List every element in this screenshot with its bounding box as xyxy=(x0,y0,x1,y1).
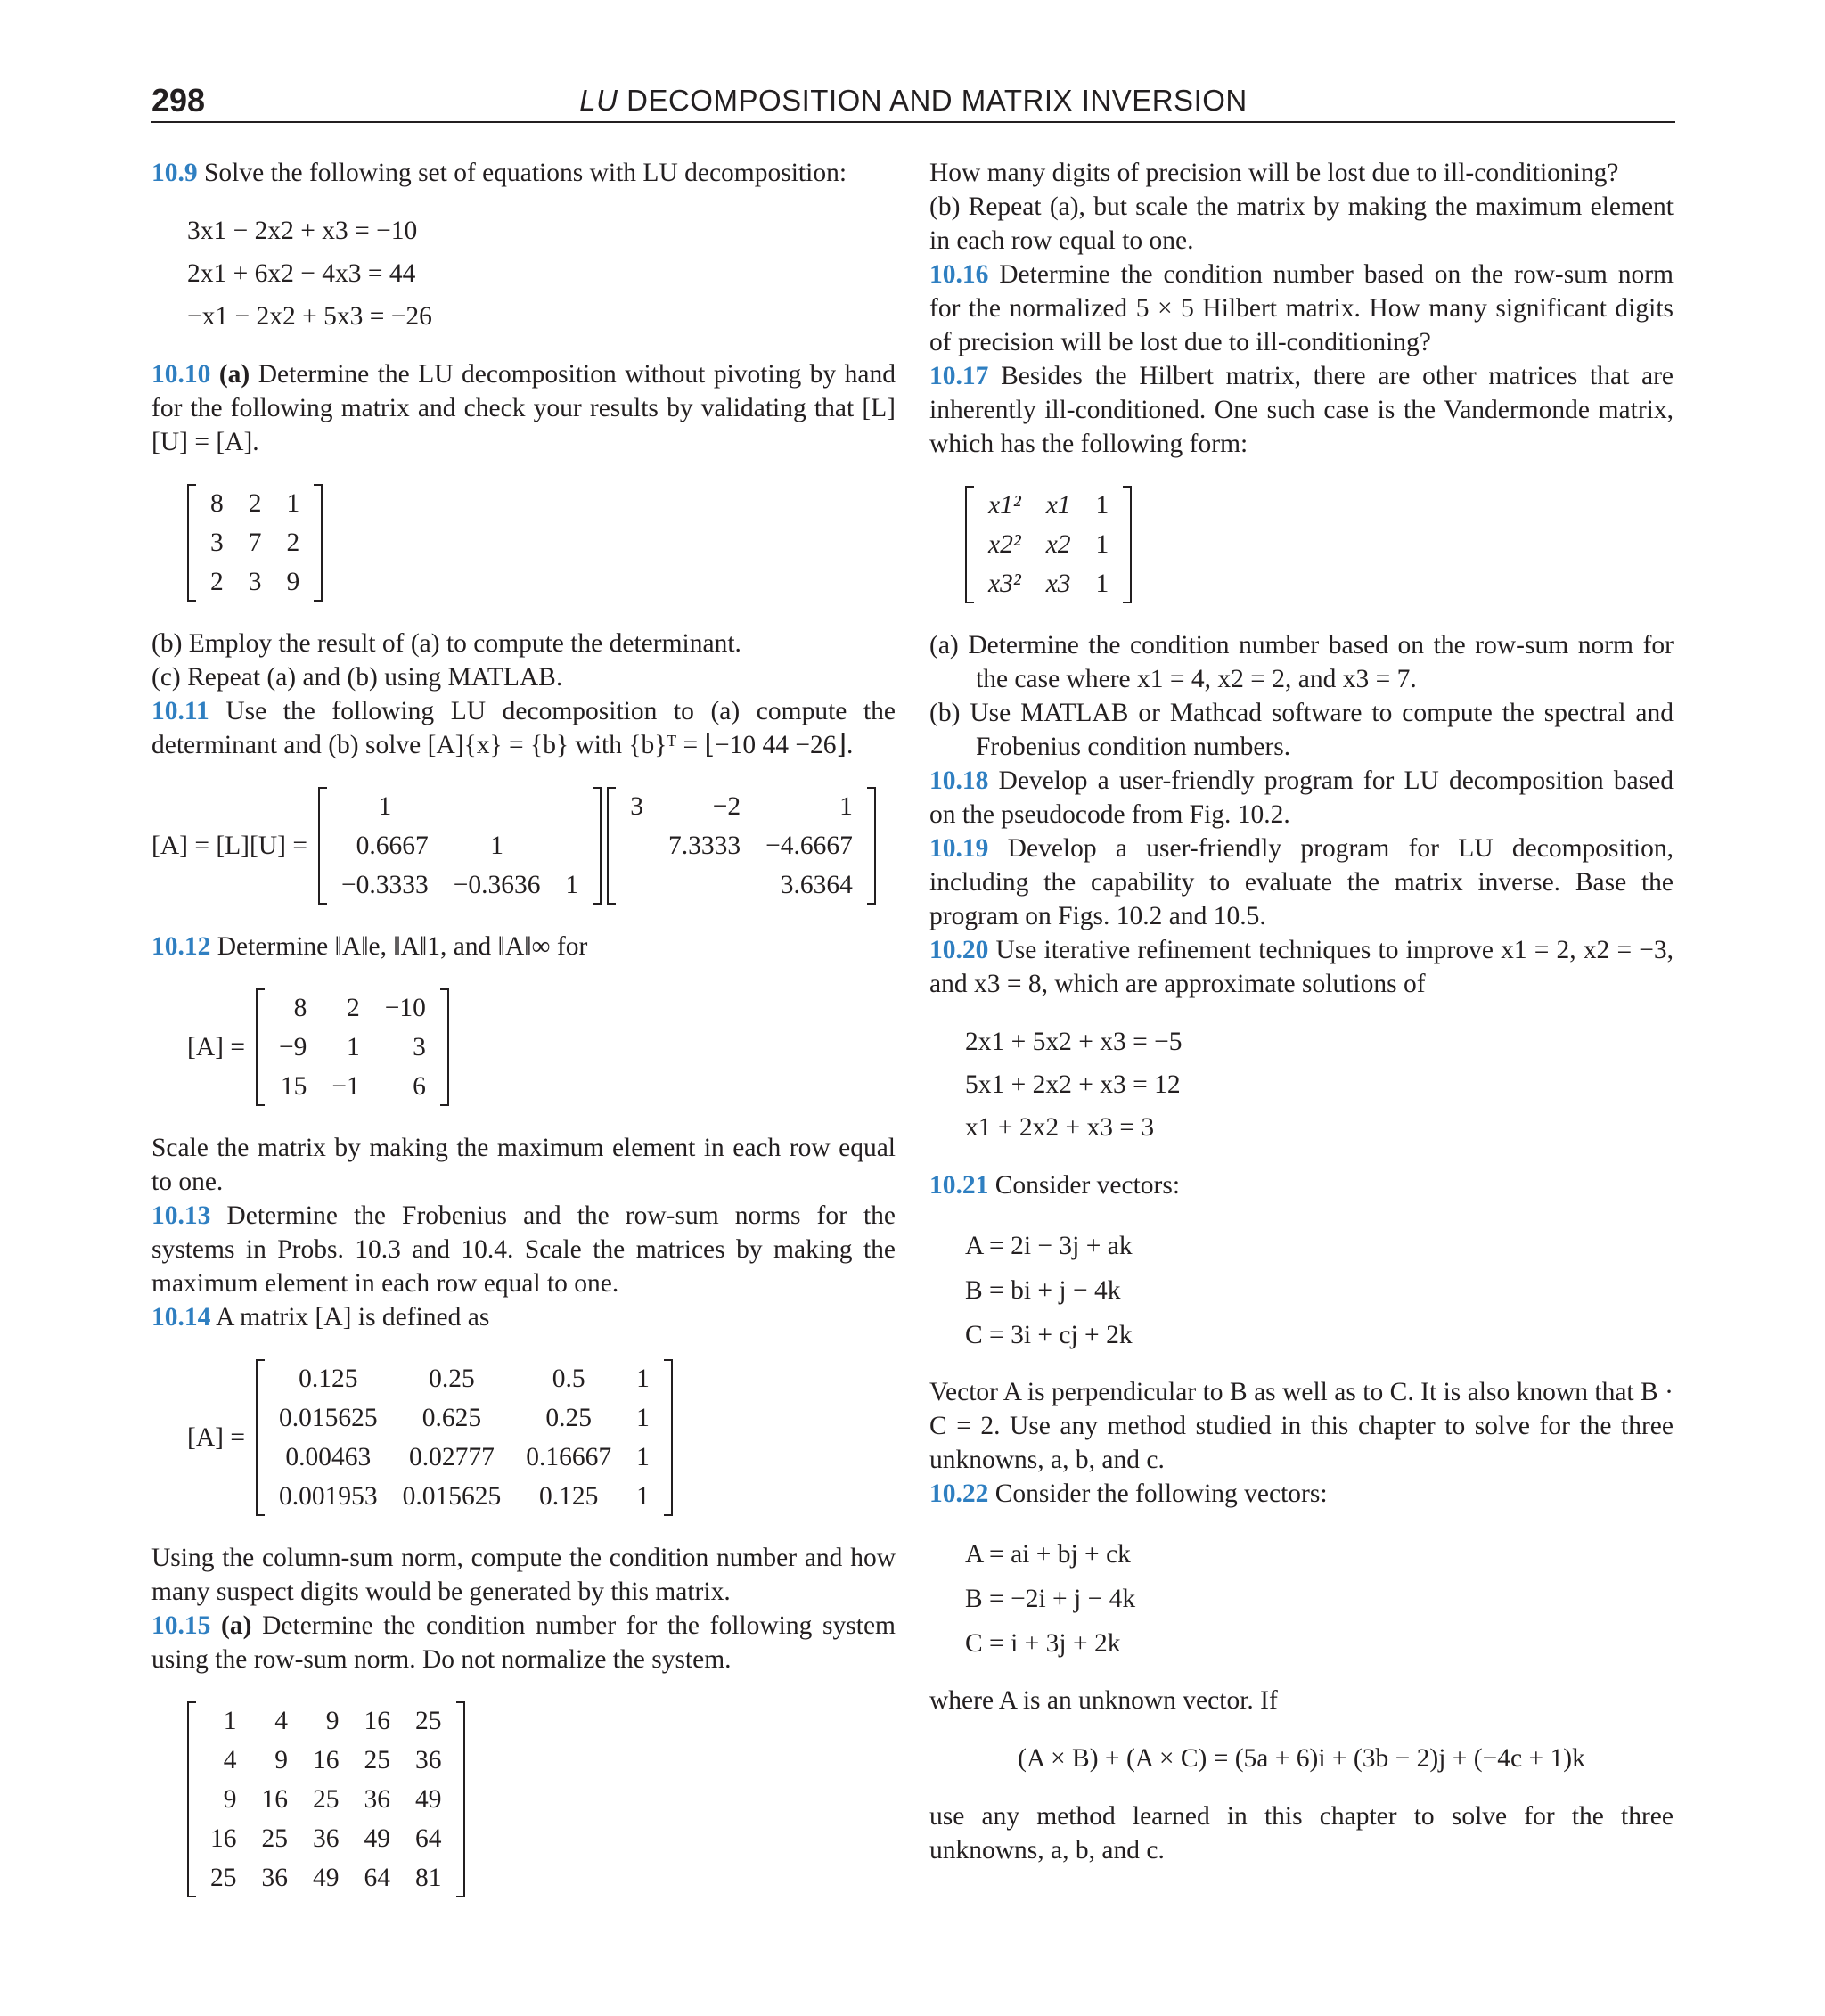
vectors-10-21 xyxy=(965,1222,1674,1356)
matrix-cell: 25 xyxy=(364,1746,390,1774)
matrix-cell: 81 xyxy=(415,1864,442,1892)
vector-equation: B = bi + j − 4k xyxy=(965,1276,1121,1305)
problem-text: Use the following LU decomposition to (a) compute the determinant and (b) solve [A]{x} = {b} with {b}ᵀ = ⌊−10 44 −26⌋. xyxy=(151,697,896,759)
problem-10-14-b: Using the column-sum norm, compute the condition number and how many suspect digits would be generated by this matrix. xyxy=(151,1544,896,1606)
matrix-cell xyxy=(656,865,753,905)
matrix-cell: 1 xyxy=(223,1707,237,1735)
problem-text: Consider vectors: xyxy=(988,1171,1181,1200)
matrix-cell: 2 xyxy=(347,994,360,1022)
matrix-10-12 xyxy=(187,988,896,1106)
problem-text: Use iterative refinement techniques to improve x1 = 2, x2 = −3, and x3 = 8, which are approximate solutions of xyxy=(929,936,1674,998)
problem-10-17-a: (a) Determine the condition number based on the row-sum norm for the case where x1 = 4, x2 = 2, and x3 = 7. xyxy=(929,631,1674,693)
equation: 2x1 + 6x2 − 4x3 = 44 xyxy=(187,259,416,288)
matrix-cell: −9 xyxy=(278,1033,307,1061)
problem-number: 10.18 xyxy=(929,766,989,795)
problem-number: 10.10 xyxy=(151,360,211,389)
equation: 2x1 + 5x2 + x3 = −5 xyxy=(965,1028,1183,1056)
matrix-cell: 1 xyxy=(1095,491,1109,520)
problem-text: Determine the Frobenius and the row-sum norms for the systems in Probs. 10.3 and 10.4. Scale the matrices by making the maximum element in each row equal to one. xyxy=(151,1201,896,1298)
problem-10-9 xyxy=(151,156,896,190)
problem-text: Determine the condition number for the following system using the row-sum norm. Do not normalize the system. xyxy=(151,1611,896,1674)
problem-10-21-b: Vector A is perpendicular to B as well as to C. It is also known that B · C = 2. Use any method studied in this chapter to solve for the three unknowns, a, b, and c. xyxy=(929,1378,1674,1474)
matrix-cell: 1 xyxy=(636,1364,650,1393)
matrix-cell: 7.3333 xyxy=(668,832,741,860)
problem-10-17-b: (b) Use MATLAB or Mathcad software to compute the spectral and Frobenius condition numbers. xyxy=(929,699,1674,761)
problem-text: Determine the condition number based on the row-sum norm for the normalized 5 × 5 Hilbert matrix. How many significant digits of precision will be lost due to ill-conditioning? xyxy=(929,260,1674,356)
matrix-cell: 0.125 xyxy=(299,1364,358,1393)
part-label: (a) xyxy=(221,1611,252,1640)
matrix-cell xyxy=(618,865,656,905)
problem-10-14 xyxy=(151,1300,896,1334)
matrix-cell: 36 xyxy=(364,1785,390,1814)
problem-text: Develop a user-friendly program for LU decomposition based on the pseudocode from Fig. 10.2. xyxy=(929,766,1674,829)
matrix-cell: 25 xyxy=(415,1707,442,1735)
equation: x1 + 2x2 + x3 = 3 xyxy=(965,1113,1155,1142)
matrix-cell: 49 xyxy=(313,1864,340,1892)
problem-text: A matrix [A] is defined as xyxy=(210,1303,490,1332)
problem-10-20 xyxy=(929,933,1674,1001)
matrix-cell: 1 xyxy=(636,1443,650,1471)
matrix-cell: 36 xyxy=(415,1746,442,1774)
matrix-cell: 1 xyxy=(839,792,853,821)
matrix-label: [A] = [L][U] = xyxy=(151,832,307,860)
matrix-cell: 36 xyxy=(261,1864,288,1892)
matrix-cell: 0.625 xyxy=(421,1404,482,1432)
matrix-cell: 49 xyxy=(415,1785,442,1814)
problem-text: Solve the following set of equations with LU decomposition: xyxy=(197,159,847,187)
matrix-cell: 1 xyxy=(1095,530,1109,559)
matrix-cell: 4 xyxy=(274,1707,288,1735)
matrix-label: [A] = xyxy=(187,1423,245,1452)
matrix-cell: 3 xyxy=(248,568,262,596)
matrix-10-11 xyxy=(151,787,896,905)
part-label: (a) xyxy=(218,360,250,389)
problem-10-21 xyxy=(929,1168,1674,1202)
matrix-cell: 8 xyxy=(293,994,307,1022)
matrix-cell: 1 xyxy=(378,792,392,821)
problem-10-22-b: where A is an unknown vector. If xyxy=(929,1686,1278,1715)
problem-text: Besides the Hilbert matrix, there are other matrices that are inherently ill-conditioned. One such case is the Vandermonde matrix, which has the following form: xyxy=(929,362,1674,458)
matrix-cell: 25 xyxy=(261,1824,288,1853)
matrix-cell: −4.6667 xyxy=(765,832,853,860)
matrix-L xyxy=(318,787,602,905)
vector-equation: A = 2i − 3j + ak xyxy=(965,1232,1133,1260)
equations-10-9 xyxy=(187,209,896,338)
matrix-cell: 9 xyxy=(325,1707,340,1735)
problem-text: Consider the following vectors: xyxy=(988,1479,1328,1508)
matrix-cell: 0.6667 xyxy=(356,832,429,860)
problem-10-15-b: (b) Repeat (a), but scale the matrix by making the maximum element in each row equal to one. xyxy=(929,193,1674,255)
matrix-cell: −0.3333 xyxy=(340,871,429,899)
matrix-cell: 8 xyxy=(210,489,224,518)
matrix-U xyxy=(607,787,876,905)
equation: −x1 − 2x2 + 5x3 = −26 xyxy=(187,302,432,331)
matrix-bracket xyxy=(187,484,323,602)
matrix-10-17 xyxy=(965,486,1674,603)
matrix-cell xyxy=(618,826,656,865)
matrix-cell: 9 xyxy=(286,568,300,596)
matrix-cell: x1² xyxy=(988,491,1021,520)
matrix-cell: 49 xyxy=(364,1824,390,1853)
running-head-italic: LU xyxy=(579,84,618,117)
matrix-cell: 4 xyxy=(223,1746,237,1774)
matrix-cell: 36 xyxy=(313,1824,340,1853)
matrix-cell: 3 xyxy=(413,1033,426,1061)
matrix-cell: 1 xyxy=(490,832,503,860)
problem-number: 10.12 xyxy=(151,932,211,961)
matrix-cell: 0.02777 xyxy=(408,1443,495,1471)
matrix-cell: −2 xyxy=(712,792,741,821)
matrix-cell: 6 xyxy=(413,1072,426,1101)
matrix-cell: −1 xyxy=(331,1072,360,1101)
matrix-cell: 1 xyxy=(347,1033,360,1061)
matrix-cell xyxy=(553,787,592,826)
matrix-10-14 xyxy=(187,1359,896,1516)
problem-10-18 xyxy=(929,764,1674,832)
problem-10-10 xyxy=(151,357,896,459)
problem-10-17 xyxy=(929,359,1674,461)
matrix-cell: 15 xyxy=(280,1072,307,1101)
problem-10-10-c: (c) Repeat (a) and (b) using MATLAB. xyxy=(151,663,563,692)
vectors-10-22 xyxy=(965,1530,1674,1664)
matrix-cell: 2 xyxy=(248,489,262,518)
equations-10-20 xyxy=(965,1020,1674,1149)
problem-text: Determine ‖A‖e, ‖A‖1, and ‖A‖∞ for xyxy=(210,932,588,961)
matrix-cell: −0.3636 xyxy=(453,871,541,899)
problem-number: 10.22 xyxy=(929,1479,989,1508)
matrix-cell: 7 xyxy=(248,529,262,557)
problem-10-15-continued: How many digits of precision will be lost due to ill-conditioning? xyxy=(929,159,1619,187)
page-header xyxy=(151,78,1675,123)
problem-10-13 xyxy=(151,1199,896,1300)
matrix-bracket xyxy=(256,1359,673,1516)
matrix-cell: 0.25 xyxy=(429,1364,475,1393)
matrix-bracket xyxy=(965,486,1132,603)
problem-10-15 xyxy=(151,1609,896,1676)
problem-number: 10.11 xyxy=(151,697,209,725)
matrix-label: [A] = xyxy=(187,1033,245,1061)
problem-number: 10.21 xyxy=(929,1171,989,1200)
matrix-cell: 0.16667 xyxy=(526,1443,612,1471)
problem-10-12 xyxy=(151,930,896,963)
matrix-cell: x1 xyxy=(1045,491,1071,520)
matrix-cell: 2 xyxy=(210,568,224,596)
problem-number: 10.9 xyxy=(151,159,198,187)
matrix-cell: 0.015625 xyxy=(402,1482,502,1511)
problem-number: 10.17 xyxy=(929,362,989,390)
matrix-cell: 1 xyxy=(565,871,579,899)
problem-number: 10.14 xyxy=(151,1303,211,1332)
vector-equation: A = ai + bj + ck xyxy=(965,1540,1131,1569)
matrix-cell: x3 xyxy=(1045,570,1071,598)
matrix-cell: 9 xyxy=(223,1785,237,1814)
matrix-cell: 1 xyxy=(636,1404,650,1432)
matrix-cell: 16 xyxy=(261,1785,288,1814)
matrix-cell: 64 xyxy=(415,1824,442,1853)
problem-10-11 xyxy=(151,694,896,762)
right-column xyxy=(929,156,1674,1867)
matrix-cell: 0.5 xyxy=(552,1364,585,1393)
matrix-bracket xyxy=(187,1701,465,1897)
problem-10-10-b: (b) Employ the result of (a) to compute the determinant. xyxy=(151,629,741,658)
running-head xyxy=(151,84,1675,118)
matrix-cell: 25 xyxy=(210,1864,237,1892)
problem-number: 10.19 xyxy=(929,834,989,863)
problem-text: Determine the LU decomposition without pivoting by hand for the following matrix and check your results by validating that [L][U] = [A]. xyxy=(151,360,896,456)
equation: 3x1 − 2x2 + x3 = −10 xyxy=(187,217,418,245)
matrix-cell: 0.00463 xyxy=(285,1443,372,1471)
problem-text: Develop a user-friendly program for LU decomposition, including the capability to evaluate the matrix inverse. Base the program on Figs. 10.2 and 10.5. xyxy=(929,834,1674,930)
matrix-bracket xyxy=(256,988,449,1106)
problem-10-22 xyxy=(929,1477,1674,1511)
problem-10-16 xyxy=(929,258,1674,359)
equation: (A × B) + (A × C) = (5a + 6)i + (3b − 2)j + (−4c + 1)k xyxy=(1018,1744,1585,1773)
matrix-cell: 0.125 xyxy=(538,1482,599,1511)
matrix-cell xyxy=(553,826,592,865)
problem-number: 10.20 xyxy=(929,936,989,964)
matrix-cell: 25 xyxy=(313,1785,340,1814)
matrix-10-15 xyxy=(187,1701,896,1897)
matrix-cell: 1 xyxy=(286,489,300,518)
running-head-rest: DECOMPOSITION AND MATRIX INVERSION xyxy=(618,84,1248,117)
matrix-10-10 xyxy=(187,484,896,602)
page-number: 298 xyxy=(151,82,206,119)
matrix-cell: x3² xyxy=(988,570,1021,598)
vector-equation: C = 3i + cj + 2k xyxy=(965,1321,1133,1349)
problem-number: 10.16 xyxy=(929,260,989,289)
cross-product-equation xyxy=(929,1737,1674,1780)
matrix-cell: x2² xyxy=(988,530,1021,559)
matrix-cell: 0.015625 xyxy=(278,1404,378,1432)
matrix-cell: 0.25 xyxy=(545,1404,592,1432)
matrix-cell: 3 xyxy=(630,792,644,821)
matrix-cell: 3.6364 xyxy=(780,871,853,899)
matrix-cell: 3 xyxy=(210,529,224,557)
problem-10-22-c: use any method learned in this chapter to solve for the three unknowns, a, b, and c. xyxy=(929,1802,1674,1864)
vector-equation: C = i + 3j + 2k xyxy=(965,1629,1121,1658)
matrix-cell: 16 xyxy=(364,1707,390,1735)
matrix-cell: 64 xyxy=(364,1864,390,1892)
vector-equation: B = −2i + j − 4k xyxy=(965,1585,1136,1613)
equation: 5x1 + 2x2 + x3 = 12 xyxy=(965,1070,1181,1099)
matrix-cell: 2 xyxy=(286,529,300,557)
matrix-cell: 9 xyxy=(274,1746,288,1774)
matrix-cell: 16 xyxy=(313,1746,340,1774)
matrix-cell: −10 xyxy=(384,994,426,1022)
problem-10-12-b: Scale the matrix by making the maximum element in each row equal to one. xyxy=(151,1134,896,1196)
problem-number: 10.15 xyxy=(151,1611,211,1640)
matrix-cell xyxy=(441,787,553,826)
matrix-cell: 1 xyxy=(636,1482,650,1511)
left-column xyxy=(151,156,896,1922)
problem-10-19 xyxy=(929,832,1674,933)
matrix-cell: 1 xyxy=(1095,570,1109,598)
problem-number: 10.13 xyxy=(151,1201,211,1230)
matrix-cell: 16 xyxy=(210,1824,237,1853)
matrix-cell: x2 xyxy=(1045,530,1071,559)
matrix-cell: 0.001953 xyxy=(278,1482,378,1511)
